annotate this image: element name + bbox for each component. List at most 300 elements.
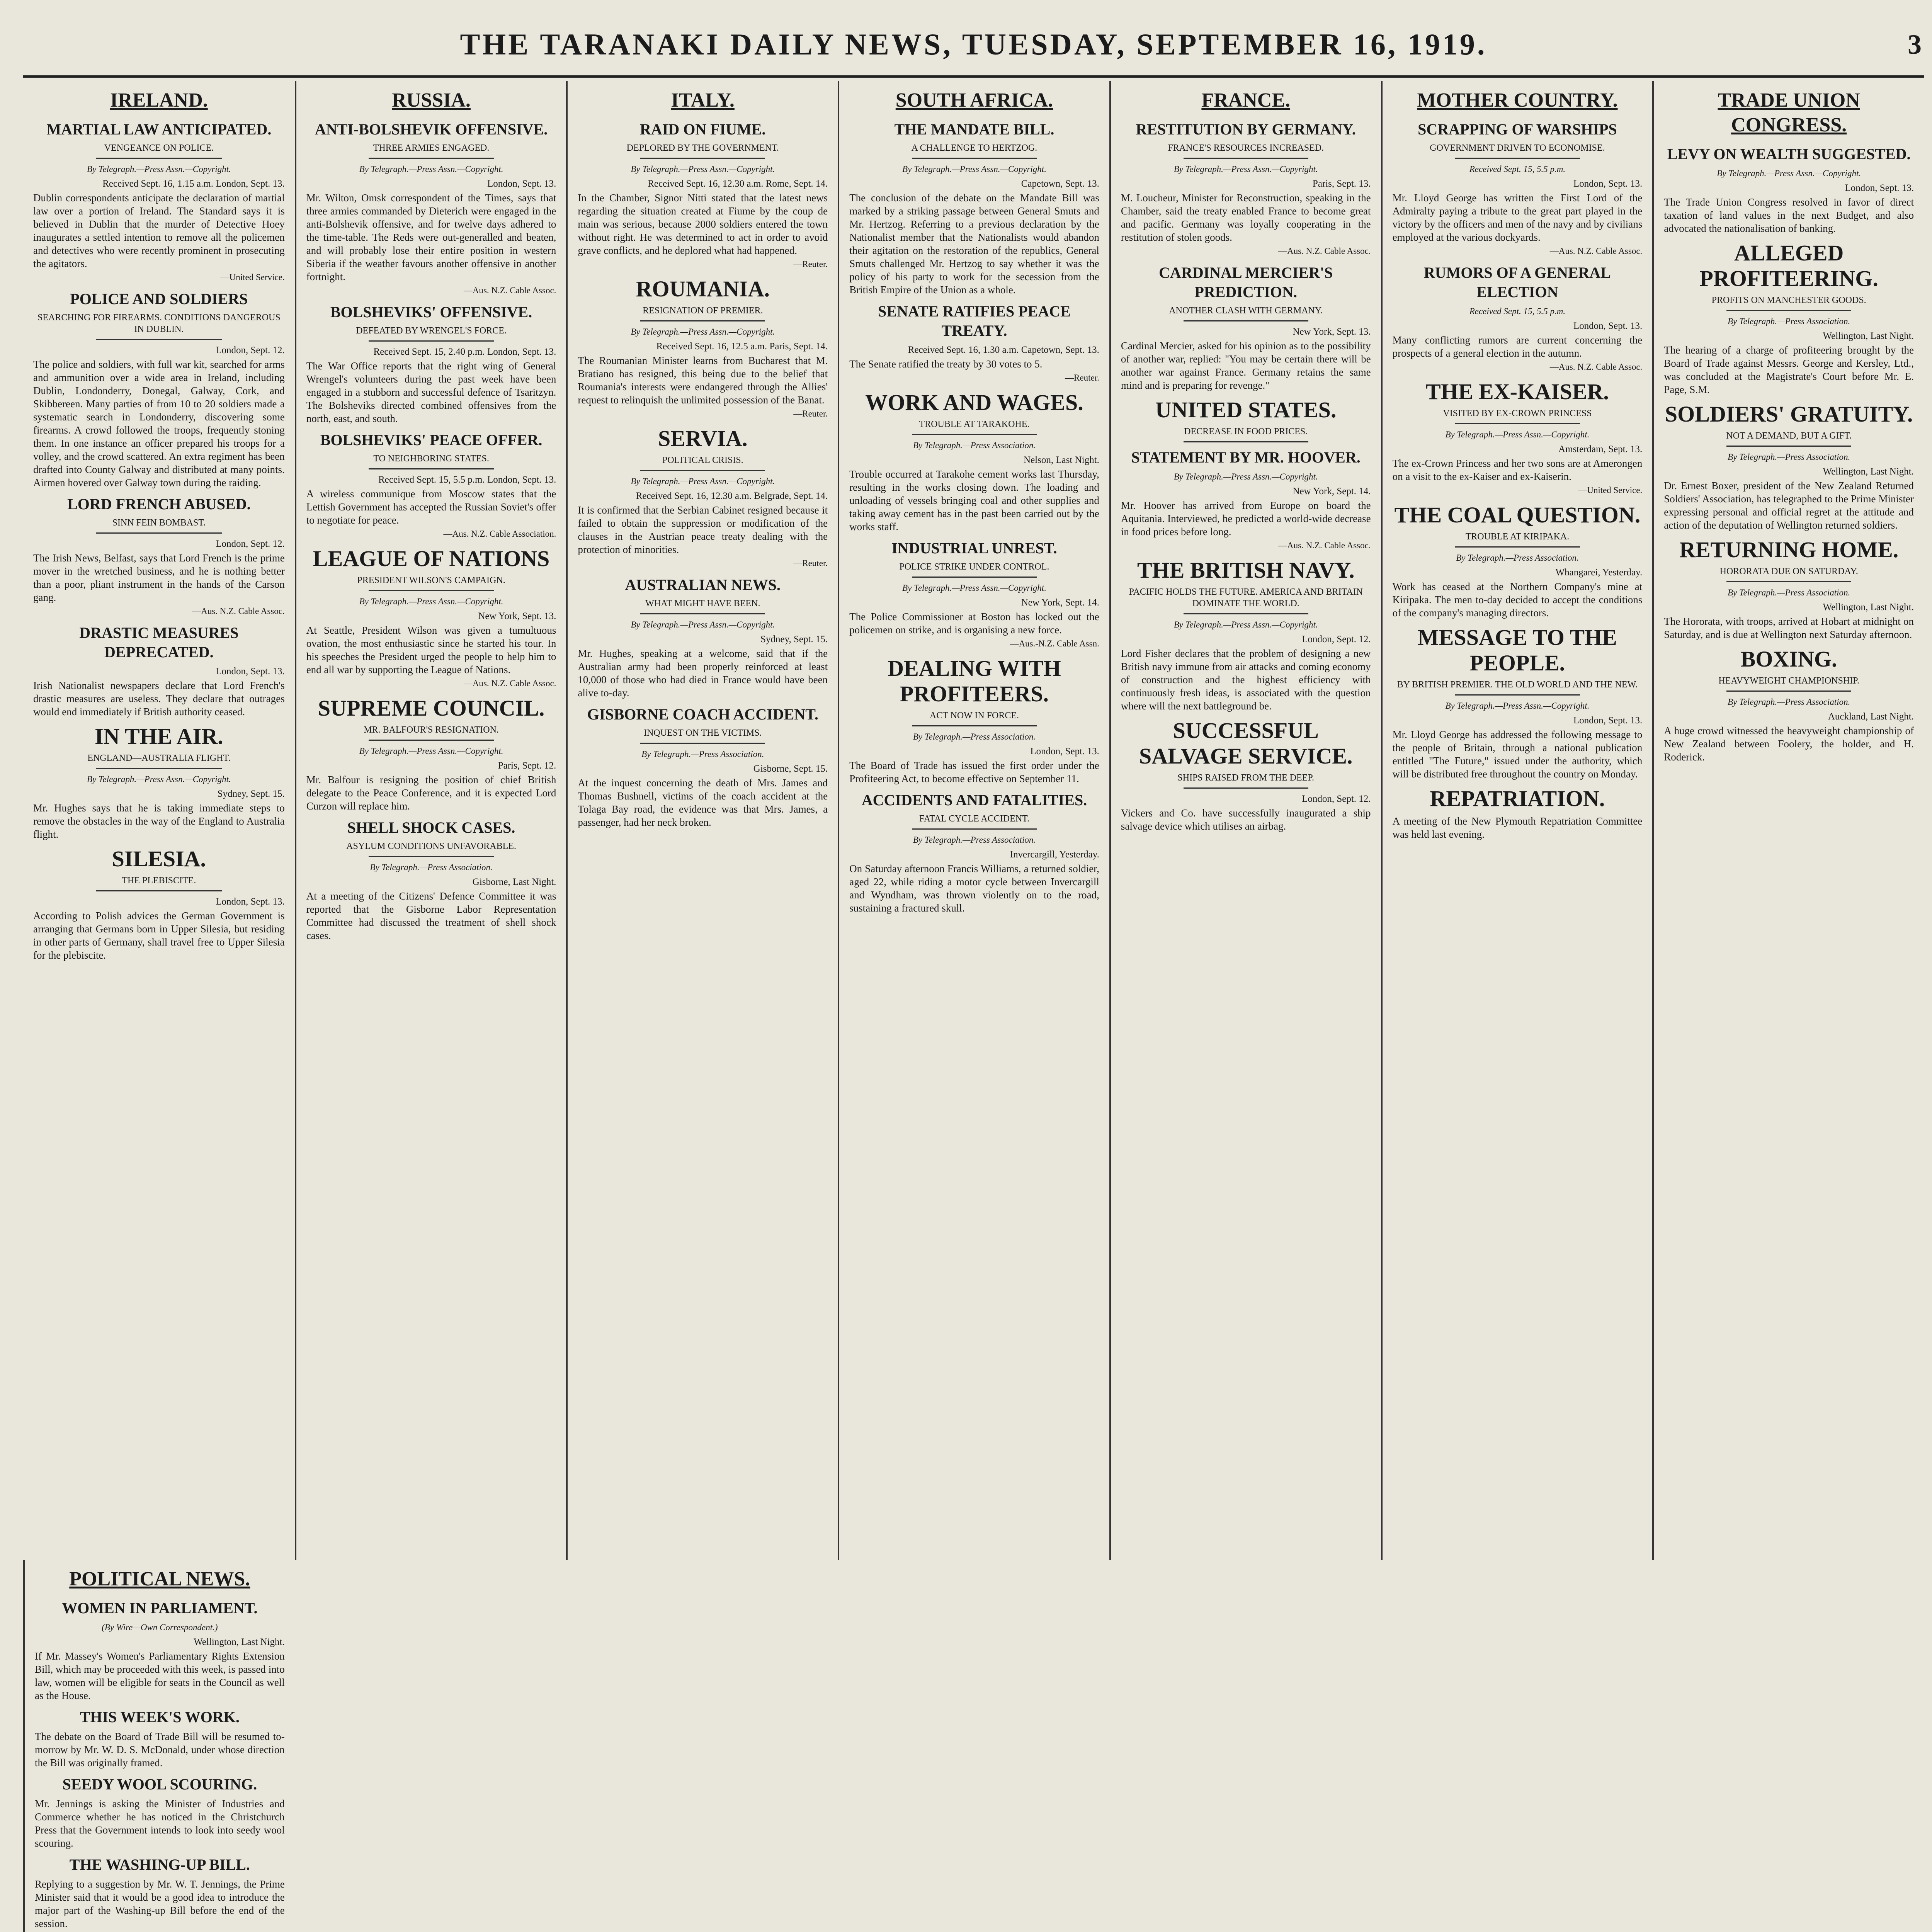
article-dateline: London, Sept. 13. xyxy=(216,666,285,677)
article-dateline: Nelson, Last Night. xyxy=(1024,455,1099,465)
article-byline: By Telegraph.—Press Assn.—Copyright. xyxy=(1173,472,1318,481)
article-byline: By Telegraph.—Press Assn.—Copyright. xyxy=(359,164,503,174)
article-byline: By Telegraph.—Press Association. xyxy=(913,440,1036,450)
article-byline: By Telegraph.—Press Association. xyxy=(1456,553,1579,563)
article-byline: By Telegraph.—Press Association. xyxy=(370,862,493,872)
article-subheading: WHAT MIGHT HAVE BEEN. xyxy=(645,599,760,609)
article-subheading: POLICE STRIKE UNDER CONTROL. xyxy=(899,562,1049,572)
masthead-rule xyxy=(23,75,1924,78)
article xyxy=(33,289,285,489)
article xyxy=(1121,718,1371,833)
article-headline: SCRAPPING OF WARSHIPS xyxy=(1418,121,1617,138)
divider xyxy=(1184,613,1308,614)
article-dateline: Paris, Sept. 12. xyxy=(498,760,556,771)
article-subheading: FRANCE'S RESOURCES INCREASED. xyxy=(1168,143,1324,153)
article-subheading: ENGLAND—AUSTRALIA FLIGHT. xyxy=(87,753,231,763)
article xyxy=(1393,379,1643,497)
article-headline: SHELL SHOCK CASES. xyxy=(347,819,515,836)
article-source: —Aus. N.Z. Cable Assoc. xyxy=(1549,246,1643,256)
column xyxy=(295,81,566,1560)
article-headline: SEEDY WOOL SCOURING. xyxy=(62,1776,257,1793)
article-headline: WOMEN IN PARLIAMENT. xyxy=(62,1599,258,1617)
article xyxy=(33,623,285,718)
article-body: On Saturday afternoon Francis Williams, a returned soldier, aged 22, while riding a motor cycle between Invercargill and Wyndham, was thrown violently on to the road, sustaining a fractured skull. xyxy=(849,863,1099,914)
article-headline: DEALING WITH PROFITEERS. xyxy=(888,656,1061,706)
article xyxy=(578,426,828,570)
article-source: —Aus. N.Z. Cable Assoc. xyxy=(463,679,556,688)
article xyxy=(33,120,285,284)
article-subheading: BY BRITISH PREMIER. THE OLD WORLD AND THE NEW. xyxy=(1397,680,1638,690)
divider xyxy=(912,434,1037,435)
article-byline: By Telegraph.—Press Assn.—Copyright. xyxy=(631,476,775,486)
article-source: —Reuter. xyxy=(1065,373,1099,383)
article-subheading: SHIPS RAISED FROM THE DEEP. xyxy=(1177,773,1315,783)
article xyxy=(1393,502,1643,619)
article-body: Dublin correspondents anticipate the declaration of martial law over a portion of Ireland. The Standard says it is believed in Dublin that the murder of Detective Hoey inaugurates a settled intention to remove all the policemen and detectives who were recently prominent in prosecuting the agitators. xyxy=(33,192,285,269)
article-byline: By Telegraph.—Press Association. xyxy=(1727,588,1850,597)
article-body: At Seattle, President Wilson was given a tumultuous ovation, the most enthusiastic since he started his tour. In his speeches the President urged the people to help him to end all war by supporting the League of Nations. xyxy=(306,624,556,675)
article-byline: By Telegraph.—Press Assn.—Copyright. xyxy=(87,774,231,784)
article-byline: By Telegraph.—Press Assn.—Copyright. xyxy=(1445,430,1590,439)
article-body: The debate on the Board of Trade Bill will be resumed to-morrow by Mr. W. D. S. McDonald, under whose direction the Bill was originally framed. xyxy=(35,1731,285,1769)
article-body: The Hororata, with troops, arrived at Hobart at midnight on Saturday, and is due at Wellington next Saturday afternoon. xyxy=(1664,616,1914,640)
article-headline: SUPREME COUNCIL. xyxy=(318,696,545,721)
divider xyxy=(369,340,493,342)
article xyxy=(306,818,556,942)
column-heading: TRADE UNION CONGRESS. xyxy=(1718,89,1860,136)
article-headline: REPATRIATION. xyxy=(1430,786,1605,811)
article-headline: SILESIA. xyxy=(112,846,206,871)
divider xyxy=(1726,310,1851,311)
article-body: The police and soldiers, with full war kit, searched for arms and ammunition over a wide area in Ireland, including Dublin, Londonderry, Donegal, Galway, Cork, and Skibbereen. Many parties of from 10 to 20 soldiers made a systematic search in Londonderry, discovering some firearms. A crowd followed the troops, frequently stoning them. In one instance an officer prepared his troops for a volley, and the crowd scattered. An extra regiment has been drafted into County Galway and distributed at many points. Airmen hovered over Galway town during the raiding. xyxy=(33,359,285,488)
article-body: The Police Commissioner at Boston has locked out the policemen on strike, and is organising a new force. xyxy=(849,611,1099,636)
article-source: —Reuter. xyxy=(793,259,828,269)
column-heading: MOTHER COUNTRY. xyxy=(1417,89,1618,111)
article-dateline: London, Sept. 13. xyxy=(1573,321,1643,331)
article-body: Mr. Balfour is resigning the position of chief British delegate to the Peace Conference, and it is expected Lord Curzon will replace him. xyxy=(306,774,556,812)
article-subheading: A CHALLENGE TO HERTZOG. xyxy=(911,143,1037,153)
column xyxy=(1652,81,1924,1560)
column xyxy=(1381,81,1653,1560)
masthead-title: THE TARANAKI DAILY NEWS, TUESDAY, SEPTEMBER 16, 1919. xyxy=(460,27,1487,61)
article-dateline: Paris, Sept. 13. xyxy=(1312,179,1371,189)
article-body: The ex-Crown Princess and her two sons are at Amerongen on a visit to the ex-Kaiser and ex-Kaiserin. xyxy=(1392,457,1643,482)
divider xyxy=(1455,158,1580,159)
article-byline: By Telegraph.—Press Assn.—Copyright. xyxy=(631,164,775,174)
article-headline: STATEMENT BY MR. HOOVER. xyxy=(1131,449,1361,466)
article xyxy=(1121,448,1371,552)
column xyxy=(838,81,1109,1560)
article-dateline: Wellington, Last Night. xyxy=(194,1637,285,1647)
article xyxy=(306,120,556,297)
article-body: M. Loucheur, Minister for Reconstruction, speaking in the Chamber, said the treaty enabled France to become great and pacific. Germany was loyally cooperating in the restitution of stolen goods. xyxy=(1121,192,1371,243)
divider xyxy=(96,768,222,769)
article-body: Irish Nationalist newspapers declare that Lord French's drastic measures are useless. They declare that outrages would end immediately if British authority ceased. xyxy=(33,680,285,718)
article-body: Lord Fisher declares that the problem of designing a new British navy immune from air attacks and coming economy of construction and the highest efficiency with continuously fresh ideas, is associated with the question where will the next battleground be. xyxy=(1121,648,1371,712)
article-dateline: New York, Sept. 13. xyxy=(1293,327,1371,337)
article-headline: ALLEGED PROFITEERING. xyxy=(1699,240,1878,291)
article-subheading: DEFEATED BY WRENGEL'S FORCE. xyxy=(356,326,507,336)
article-headline: THE WASHING-UP BILL. xyxy=(69,1856,250,1873)
article xyxy=(35,1599,285,1702)
article-body: The Board of Trade has issued the first order under the Profiteering Act, to become effective on September 11. xyxy=(849,760,1099,784)
article-headline: POLICE AND SOLDIERS xyxy=(70,290,248,308)
divider xyxy=(912,158,1037,159)
article xyxy=(1393,786,1643,841)
page-number: 3 xyxy=(1908,29,1924,60)
article-dateline: Received Sept. 15, 2.40 p.m. London, Sept. 13. xyxy=(373,347,556,357)
article-subheading: SEARCHING FOR FIREARMS. CONDITIONS DANGEROUS IN DUBLIN. xyxy=(37,313,281,334)
article xyxy=(578,705,828,829)
article-byline: By Telegraph.—Press Assn.—Copyright. xyxy=(631,327,775,337)
article-body: Many conflicting rumors are current concerning the prospects of a general election in the autumn. xyxy=(1392,334,1643,359)
article-headline: THE COAL QUESTION. xyxy=(1394,502,1641,527)
divider xyxy=(1455,423,1580,424)
article-source: —Aus. N.Z. Cable Assoc. xyxy=(1278,246,1371,256)
article-byline: By Telegraph.—Press Association. xyxy=(913,732,1036,742)
article xyxy=(849,539,1099,650)
article-subheading: DECREASE IN FOOD PRICES. xyxy=(1184,427,1308,437)
article-byline: By Telegraph.—Press Assn.—Copyright. xyxy=(1173,620,1318,629)
article-body: If Mr. Massey's Women's Parliamentary Rights Extension Bill, which may be proceeded with this week, is passed into law, women will be eligible for seats in the Council as well as the House. xyxy=(35,1650,285,1701)
article-headline: LEVY ON WEALTH SUGGESTED. xyxy=(1667,145,1911,163)
article-dateline: Wellington, Last Night. xyxy=(1823,602,1914,612)
article-headline: LORD FRENCH ABUSED. xyxy=(67,495,251,513)
article-dateline: Sydney, Sept. 15. xyxy=(217,789,285,799)
article-subheading: NOT A DEMAND, BUT A GIFT. xyxy=(1726,431,1852,441)
article-subheading: PACIFIC HOLDS THE FUTURE. AMERICA AND BRITAIN DOMINATE THE WORLD. xyxy=(1129,587,1363,609)
article-body: Dr. Ernest Boxer, president of the New Zealand Returned Soldiers' Association, has telegraphed to the Prime Minister expressing personal and official regret at the attitude and action of the deputation of Wellington returned soldiers. xyxy=(1664,480,1914,531)
article xyxy=(849,390,1099,533)
column xyxy=(23,1560,295,1932)
article-headline: BOLSHEVIKS' OFFENSIVE. xyxy=(330,303,532,321)
article-source: —United Service. xyxy=(220,272,285,282)
article-dateline: London, Sept. 13. xyxy=(1573,715,1643,726)
article-subheading: HEAVYWEIGHT CHAMPIONSHIP. xyxy=(1718,676,1859,686)
article-headline: SUCCESSFUL SALVAGE SERVICE. xyxy=(1139,718,1353,769)
article-headline: ROUMANIA. xyxy=(636,276,770,301)
article-body: Mr. Wilton, Omsk correspondent of the Times, says that three armies commanded by Dieterich were engaged in the anti-Bolshevik offensive, and for twelve days adhered to the time-table. The Reds were out-generalled and beaten, and will probably lose their entire position in western Siberia if the weather favours another offensive in another fortnight. xyxy=(306,192,556,282)
article-dateline: London, Sept. 13. xyxy=(1030,746,1099,757)
article-headline: ACCIDENTS AND FATALITIES. xyxy=(861,791,1087,809)
article-body: Work has ceased at the Northern Company's mine at Kiripaka. The men to-day decided to accept the conditions of the company's managing directors. xyxy=(1392,581,1643,619)
article-body: A huge crowd witnessed the heavyweight championship of New Zealand between Foolery, the holder, and H. Roderick. xyxy=(1664,725,1914,763)
article-body: At the inquest concerning the death of Mrs. James and Thomas Bushnell, victims of the coach accident at the Tolaga Bay road, the evidence was that Mrs. James, a passenger, had her neck broken. xyxy=(578,777,828,828)
article-byline: By Telegraph.—Press Assn.—Copyright. xyxy=(902,583,1046,593)
divider xyxy=(1184,441,1308,442)
article-subheading: VISITED BY EX-CROWN PRINCESS xyxy=(1443,408,1592,418)
article xyxy=(306,303,556,425)
divider xyxy=(1455,694,1580,696)
article xyxy=(849,120,1099,296)
article-dateline: Gisborne, Sept. 15. xyxy=(753,764,828,774)
article-byline: By Telegraph.—Press Assn.—Copyright. xyxy=(1173,164,1318,174)
article-dateline: London, Sept. 13. xyxy=(487,179,556,189)
article-body: The Trade Union Congress resolved in favor of direct taxation of land values in the next Budget, and also advocated the nationalisation of banking. xyxy=(1664,196,1914,234)
divider xyxy=(640,743,765,744)
article xyxy=(578,120,828,271)
article-headline: THIS WEEK'S WORK. xyxy=(80,1708,240,1726)
divider xyxy=(96,158,222,159)
article xyxy=(849,656,1099,785)
article-source: —Reuter. xyxy=(793,409,828,418)
article xyxy=(33,495,285,618)
article-headline: ANTI-BOLSHEVIK OFFENSIVE. xyxy=(315,121,548,138)
column-heading: SOUTH AFRICA. xyxy=(895,89,1053,111)
article-body: Mr. Hughes, speaking at a welcome, said that if the Australian army had been properly reinforced at least 10,000 of those who had died in France would have been alive to-day. xyxy=(578,648,828,699)
article-headline: UNITED STATES. xyxy=(1155,397,1337,422)
article-headline: THE BRITISH NAVY. xyxy=(1137,558,1355,583)
article-byline: By Telegraph.—Press Assn.—Copyright. xyxy=(631,620,775,629)
divider xyxy=(912,725,1037,726)
article-dateline: London, Sept. 12. xyxy=(1302,634,1371,645)
article-body: According to Polish advices the German Government is arranging that Germans born in Upper Silesia, but residing in other parts of Germany, shall travel free to Upper Silesia for the plebiscite. xyxy=(33,910,285,961)
article-subheading: THE PLEBISCITE. xyxy=(122,876,196,886)
article-headline: CARDINAL MERCIER'S PREDICTION. xyxy=(1159,264,1333,301)
article-body: Mr. Hoover has arrived from Europe on board the Aquitania. Interviewed, he predicted a world-wide decrease in food prices before long. xyxy=(1121,500,1371,537)
article-subheading: MR. BALFOUR'S RESIGNATION. xyxy=(364,725,499,735)
article-dateline: Received Sept. 16, 1.15 a.m. London, Sept. 13. xyxy=(102,179,285,189)
article-source: —Reuter. xyxy=(793,558,828,568)
article xyxy=(1121,120,1371,258)
column xyxy=(1109,81,1381,1560)
article-source: —Aus. N.Z. Cable Assoc. xyxy=(1549,362,1643,372)
article-dateline: Gisborne, Last Night. xyxy=(472,877,556,887)
article xyxy=(1664,646,1914,764)
article-headline: SERVIA. xyxy=(658,426,748,451)
article-dateline: Received Sept. 16, 12.30 a.m. Rome, Sept. 14. xyxy=(648,179,828,189)
article xyxy=(306,696,556,813)
article-source: —United Service. xyxy=(1578,485,1643,495)
article-headline: SOLDIERS' GRATUITY. xyxy=(1665,401,1913,427)
divider xyxy=(1726,446,1851,447)
article xyxy=(1664,145,1914,235)
article xyxy=(1664,240,1914,396)
article-body: A wireless communique from Moscow states that the Lettish Government has accepted the Russian Soviet's offer to negotiate for peace. xyxy=(306,488,556,526)
article xyxy=(1121,263,1371,392)
divider xyxy=(1455,546,1580,548)
article-byline: By Telegraph.—Press Association. xyxy=(1727,316,1850,326)
article-subheading: DEPLORED BY THE GOVERNMENT. xyxy=(626,143,779,153)
article-dateline: Received Sept. 16, 12.5 a.m. Paris, Sept. 14. xyxy=(656,341,828,352)
article-dateline: New York, Sept. 14. xyxy=(1293,486,1371,497)
column-heading: IRELAND. xyxy=(110,89,208,111)
article-byline: By Telegraph.—Press Association. xyxy=(1727,452,1850,462)
article-subheading: SINN FEIN BOMBAST. xyxy=(112,518,206,528)
article-body: Replying to a suggestion by Mr. W. T. Jennings, the Prime Minister said that it would be a good idea to introduce the major part of the Washing-up Bill before the end of the session. xyxy=(35,1878,285,1929)
article-body: The Roumanian Minister learns from Bucharest that M. Bratiano has resigned, this being due to the belief that Roumania's interests were endangered through the Allies' request to relinquish the unlimited possession of the Banat. xyxy=(578,355,828,406)
article-source: —Aus. N.Z. Cable Assoc. xyxy=(192,606,285,616)
article-subheading: POLITICAL CRISIS. xyxy=(662,455,743,465)
article-dateline: Sydney, Sept. 15. xyxy=(760,634,828,645)
article-subheading: PRESIDENT WILSON'S CAMPAIGN. xyxy=(357,575,505,585)
divider xyxy=(1184,787,1308,789)
article-headline: AUSTRALIAN NEWS. xyxy=(625,576,781,594)
article-subheading: RESIGNATION OF PREMIER. xyxy=(643,306,763,316)
article-headline: BOXING. xyxy=(1740,646,1837,672)
divider xyxy=(1726,690,1851,692)
article-byline: (By Wire—Own Correspondent.) xyxy=(102,1622,218,1632)
article-dateline: Received Sept. 16, 12.30 a.m. Belgrade, Sept. 14. xyxy=(636,491,828,501)
article-headline: WORK AND WAGES. xyxy=(865,390,1083,415)
divider xyxy=(640,470,765,471)
divider xyxy=(369,740,493,741)
article-subheading: TROUBLE AT KIRIPAKA. xyxy=(1465,532,1570,542)
article-body: A meeting of the New Plymouth Repatriation Committee was held last evening. xyxy=(1392,815,1643,840)
column-heading: FRANCE. xyxy=(1201,89,1291,111)
article-byline: By Telegraph.—Press Assn.—Copyright. xyxy=(359,746,503,756)
article-body: Mr. Lloyd George has addressed the following message to the people of Britain, through a national publication entitled "The Future," issued under the authority, which will be distributed free throughout the country on Monday. xyxy=(1392,729,1643,780)
article-body: Mr. Lloyd George has written the First Lord of the Admiralty paying a tribute to the great part played in the victory by the officers and men of the navy and by civilians employed at the various dockyards. xyxy=(1392,192,1643,243)
article xyxy=(1393,625,1643,781)
article-headline: THE EX-KAISER. xyxy=(1426,379,1609,404)
columns-grid xyxy=(23,81,1924,1932)
article xyxy=(33,724,285,841)
article-subheading: ACT NOW IN FORCE. xyxy=(929,711,1019,721)
article-body: In the Chamber, Signor Nitti stated that the latest news regarding the situation created at Fiume by the coup de main was serious, because 2000 soldiers entered the town without right. He was determined to act in order to avoid grave conflicts, and he deplored what had happened. xyxy=(578,192,828,256)
article-subheading: HORORATA DUE ON SATURDAY. xyxy=(1719,566,1858,577)
article-byline: By Telegraph.—Press Assn.—Copyright. xyxy=(1445,701,1590,711)
article-subheading: INQUEST ON THE VICTIMS. xyxy=(644,728,762,738)
article-dateline: New York, Sept. 14. xyxy=(1021,597,1099,608)
article-subheading: THREE ARMIES ENGAGED. xyxy=(373,143,490,153)
article-dateline: Wellington, Last Night. xyxy=(1823,466,1914,477)
article xyxy=(849,302,1099,384)
article xyxy=(1121,397,1371,442)
article-dateline: Amsterdam, Sept. 13. xyxy=(1558,444,1643,454)
divider xyxy=(96,532,222,534)
article-byline: By Telegraph.—Press Assn.—Copyright. xyxy=(359,597,503,606)
divider xyxy=(369,590,493,591)
article xyxy=(306,430,556,541)
article xyxy=(35,1775,285,1850)
article-headline: RESTITUTION BY GERMANY. xyxy=(1136,121,1356,138)
article-headline: IN THE AIR. xyxy=(95,724,223,749)
article-subheading: TROUBLE AT TARAKOHE. xyxy=(919,419,1030,429)
article-headline: THE MANDATE BILL. xyxy=(894,121,1054,138)
column-heading: RUSSIA. xyxy=(392,89,471,111)
article-headline: MESSAGE TO THE PEOPLE. xyxy=(1418,625,1617,675)
article-subheading: VENGEANCE ON POLICE. xyxy=(104,143,214,153)
article-headline: GISBORNE COACH ACCIDENT. xyxy=(587,706,818,723)
article-source: —Aus.-N.Z. Cable Assn. xyxy=(1010,639,1099,648)
article-headline: INDUSTRIAL UNREST. xyxy=(891,539,1057,557)
article-headline: DRASTIC MEASURES DEPRECATED. xyxy=(79,624,239,661)
article xyxy=(1664,537,1914,641)
article xyxy=(1393,263,1643,374)
article-dateline: Received Sept. 16, 1.30 a.m. Capetown, Sept. 13. xyxy=(908,345,1099,355)
article-byline: Received Sept. 15, 5.5 p.m. xyxy=(1469,306,1566,316)
article-body: The Senate ratified the treaty by 30 votes to 5. xyxy=(849,358,1043,370)
divider xyxy=(1184,320,1308,321)
divider xyxy=(369,856,493,857)
article-subheading: ASYLUM CONDITIONS UNFAVORABLE. xyxy=(346,841,516,851)
article-headline: RETURNING HOME. xyxy=(1679,537,1899,562)
article-body: At a meeting of the Citizens' Defence Committee it was reported that the Gisborne Labor Representation Committee had discussed the treatment of shell shock cases. xyxy=(306,890,556,941)
article xyxy=(35,1708,285,1769)
article-body: The conclusion of the debate on the Mandate Bill was marked by a striking passage between General Smuts and Mr. Hertzog. Referring to a previous declaration by the Nationalist member that the Nationalists would abandon their agitation on the restoration of the republics, General Smuts challenged Mr. Hertzog to say whether it was the policy of his party to work for the secession from the British Empire of the Union as a whole. xyxy=(849,192,1099,296)
article-byline: By Telegraph.—Press Association. xyxy=(913,835,1036,845)
article-dateline: New York, Sept. 13. xyxy=(478,611,556,621)
article-dateline: Whangarei, Yesterday. xyxy=(1555,567,1643,578)
article-dateline: Received Sept. 15, 5.5 p.m. London, Sept. 13. xyxy=(378,474,556,485)
article-dateline: London, Sept. 12. xyxy=(216,539,285,549)
article xyxy=(1393,120,1643,258)
article-body: Mr. Hughes says that he is taking immediate steps to remove the obstacles in the way of the England to Australia flight. xyxy=(33,802,285,840)
divider xyxy=(369,158,493,159)
article-body: It is confirmed that the Serbian Cabinet resigned because it failed to obtain the suppression or modification of the clauses in the Austrian peace treaty dealing with the protection of minorities. xyxy=(578,504,828,555)
column-heading: POLITICAL NEWS. xyxy=(69,1568,250,1590)
article-byline: By Telegraph.—Press Assn.—Copyright. xyxy=(902,164,1046,174)
article-headline: BOLSHEVIKS' PEACE OFFER. xyxy=(320,431,543,449)
article-byline: By Telegraph.—Press Association. xyxy=(1727,697,1850,707)
masthead xyxy=(23,15,1924,73)
divider xyxy=(640,613,765,614)
article-source: —Aus. N.Z. Cable Assoc. xyxy=(463,286,556,295)
article-headline: RAID ON FIUME. xyxy=(640,121,766,138)
divider xyxy=(96,890,222,891)
article xyxy=(849,791,1099,915)
divider xyxy=(640,158,765,159)
article-subheading: TO NEIGHBORING STATES. xyxy=(373,454,489,464)
article-dateline: London, Sept. 13. xyxy=(1845,183,1914,193)
article-source: —Aus. N.Z. Cable Assoc. xyxy=(1278,541,1371,550)
article-byline: By Telegraph.—Press Association. xyxy=(641,749,764,759)
divider xyxy=(1726,581,1851,582)
article-headline: SENATE RATIFIES PEACE TREATY. xyxy=(878,303,1071,339)
article xyxy=(35,1855,285,1930)
column-heading: ITALY. xyxy=(671,89,735,111)
article-dateline: Invercargill, Yesterday. xyxy=(1010,849,1099,860)
article-byline: By Telegraph.—Press Assn.—Copyright. xyxy=(1717,168,1861,178)
article-dateline: Wellington, Last Night. xyxy=(1823,331,1914,341)
article-dateline: London, Sept. 13. xyxy=(216,896,285,907)
article-dateline: Auckland, Last Night. xyxy=(1828,711,1914,722)
article-dateline: London, Sept. 12. xyxy=(216,345,285,355)
article-subheading: FATAL CYCLE ACCIDENT. xyxy=(919,814,1029,824)
article-dateline: London, Sept. 12. xyxy=(1302,794,1371,804)
divider xyxy=(96,339,222,340)
article-source: —Aus. N.Z. Cable Association. xyxy=(443,529,556,539)
article-body: The War Office reports that the right wing of General Wrengel's volunteers during the past week have been engaged in a stubborn and successful defence of Tsaritzyn. The Bolsheviks directed combined offensives from the north, east, and south. xyxy=(306,360,556,424)
article xyxy=(578,575,828,699)
article-subheading: GOVERNMENT DRIVEN TO ECONOMISE. xyxy=(1430,143,1605,153)
article-subheading: PROFITS ON MANCHESTER GOODS. xyxy=(1711,295,1866,305)
article xyxy=(578,276,828,420)
divider xyxy=(1184,158,1308,159)
article-byline: By Telegraph.—Press Assn.—Copyright. xyxy=(87,164,231,174)
article-body: Vickers and Co. have successfully inaugurated a ship salvage device which utilises an airbag. xyxy=(1121,807,1371,832)
article xyxy=(33,846,285,962)
divider xyxy=(640,320,765,321)
article-byline: Received Sept. 15, 5.5 p.m. xyxy=(1469,164,1566,174)
divider xyxy=(912,577,1037,578)
article-headline: RUMORS OF A GENERAL ELECTION xyxy=(1423,264,1611,301)
article-dateline: Capetown, Sept. 13. xyxy=(1021,179,1099,189)
article-dateline: London, Sept. 13. xyxy=(1573,179,1643,189)
article xyxy=(306,546,556,690)
article-headline: LEAGUE OF NATIONS xyxy=(313,546,550,571)
article-body: The Irish News, Belfast, says that Lord French is the prime mover in the wretched business, and he is nothing better than a poor, pliant instrument in the hands of the Carson gang. xyxy=(33,552,285,603)
article-body: Cardinal Mercier, asked for his opinion as to the possibility of another war, replied: "You may be certain there will be another war against France. Germany retains the same mind and is preparing for revenge." xyxy=(1121,340,1371,391)
column xyxy=(23,81,295,1560)
divider xyxy=(912,828,1037,830)
article-headline: MARTIAL LAW ANTICIPATED. xyxy=(46,121,272,138)
article-body: Mr. Jennings is asking the Minister of Industries and Commerce whether he has noticed in the Christchurch Press that the Government intends to look into seedy wool scouring. xyxy=(35,1798,285,1849)
article-subheading: ANOTHER CLASH WITH GERMANY. xyxy=(1169,306,1323,316)
column xyxy=(566,81,838,1560)
article-body: Trouble occurred at Tarakohe cement works last Thursday, resulting in the works closing down. The loading and unloading of vessels bringing coal and other supplies and taking away cement has in the past been carried out by the works staff. xyxy=(849,468,1099,532)
